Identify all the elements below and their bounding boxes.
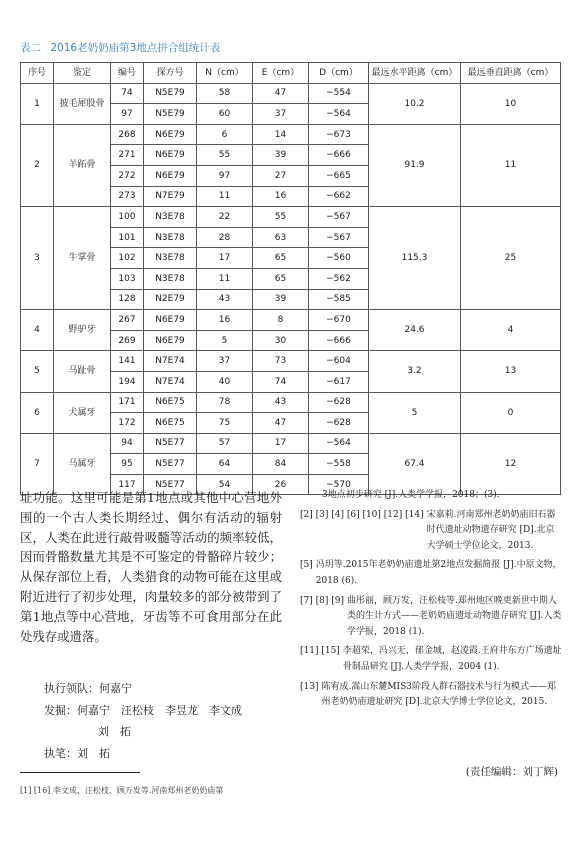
square-number-cell: N3E78: [144, 268, 197, 289]
max-horizontal-distance-cell: 3.2: [369, 351, 461, 392]
n-value-cell: 43: [197, 289, 253, 310]
e-value-cell: 47: [253, 413, 309, 434]
specimen-number-cell: 101: [111, 227, 144, 248]
e-value-cell: 26: [253, 474, 309, 495]
specimen-number-cell: 141: [111, 351, 144, 372]
reference-item: [300, 680, 562, 711]
d-value-cell: −670: [309, 310, 369, 331]
n-value-cell: 97: [197, 165, 253, 186]
table-caption: [20, 40, 226, 55]
reference-item: [300, 488, 562, 504]
group-number-cell: 2: [21, 124, 54, 206]
max-horizontal-distance-cell: 10.2: [369, 83, 461, 124]
e-value-cell: 74: [253, 371, 309, 392]
square-number-cell: N3E78: [144, 227, 197, 248]
d-value-cell: −564: [309, 104, 369, 125]
specimen-number-cell: 97: [111, 104, 144, 125]
max-horizontal-distance-cell: 67.4: [369, 433, 461, 495]
e-value-cell: 63: [253, 227, 309, 248]
reference-text: 宋嘉莉.河南郑州老奶奶庙旧石器时代遗址动物遗存研究 [D].北京大学硕士学位论文，2013.: [426, 509, 556, 551]
d-value-cell: −673: [309, 124, 369, 145]
table-row: [21, 124, 561, 145]
max-vertical-distance-cell: 0: [461, 392, 561, 433]
specimen-number-cell: 100: [111, 207, 144, 228]
d-value-cell: −604: [309, 351, 369, 372]
specimen-number-cell: 172: [111, 413, 144, 434]
header-cell: 序号: [21, 63, 54, 84]
specimen-number-cell: 171: [111, 392, 144, 413]
credits: [44, 678, 242, 764]
table-row: [21, 207, 561, 228]
group-number-cell: 1: [21, 83, 54, 124]
credit-writer: 执笔：刘 拓: [44, 746, 110, 760]
n-value-cell: 37: [197, 351, 253, 372]
e-value-cell: 65: [253, 268, 309, 289]
e-value-cell: 84: [253, 454, 309, 475]
identification-cell: 马趾骨: [54, 351, 111, 392]
n-value-cell: 28: [197, 227, 253, 248]
specimen-number-cell: 269: [111, 330, 144, 351]
credit-excavation-cont: 刘 拓: [98, 725, 131, 738]
e-value-cell: 65: [253, 248, 309, 269]
n-value-cell: 54: [197, 474, 253, 495]
reference-number: [5]: [300, 560, 313, 571]
n-value-cell: 75: [197, 413, 253, 434]
specimen-number-cell: 117: [111, 474, 144, 495]
e-value-cell: 37: [253, 104, 309, 125]
specimen-number-cell: 103: [111, 268, 144, 289]
responsible-editor: (责任编辑：刘丁辉): [465, 766, 558, 778]
e-value-cell: 39: [253, 289, 309, 310]
group-number-cell: 7: [21, 433, 54, 495]
specimen-number-cell: 268: [111, 124, 144, 145]
n-value-cell: 64: [197, 454, 253, 475]
n-value-cell: 17: [197, 248, 253, 269]
d-value-cell: −558: [309, 454, 369, 475]
reference-item: [300, 594, 562, 641]
header-cell: E（cm）: [253, 63, 309, 84]
n-value-cell: 40: [197, 371, 253, 392]
max-vertical-distance-cell: 11: [461, 124, 561, 206]
reference-number: [7] [8] [9]: [300, 595, 344, 606]
identification-cell: 披毛犀股骨: [54, 83, 111, 124]
specimen-number-cell: 95: [111, 454, 144, 475]
square-number-cell: N6E75: [144, 392, 197, 413]
d-value-cell: −554: [309, 83, 369, 104]
e-value-cell: 55: [253, 207, 309, 228]
d-value-cell: −567: [309, 227, 369, 248]
reference-item: [300, 644, 562, 675]
table-row: [21, 310, 561, 331]
max-horizontal-distance-cell: 115.3: [369, 207, 461, 310]
specimen-number-cell: 272: [111, 165, 144, 186]
specimen-number-cell: 271: [111, 145, 144, 166]
square-number-cell: N6E79: [144, 165, 197, 186]
square-number-cell: N6E79: [144, 330, 197, 351]
header-cell: 探方号: [144, 63, 197, 84]
reference-text: 3地点初步研究 [J].人类学学报，2018；(3).: [322, 490, 500, 500]
e-value-cell: 30: [253, 330, 309, 351]
reference-number: [13]: [300, 681, 319, 692]
table-header-row: [21, 63, 561, 84]
credit-excavation: 发掘：何嘉宁 汪松枝 李昱龙 李文成: [44, 703, 242, 717]
specimen-number-cell: 273: [111, 186, 144, 207]
max-vertical-distance-cell: 25: [461, 207, 561, 310]
header-cell: 编号: [111, 63, 144, 84]
n-value-cell: 60: [197, 104, 253, 125]
square-number-cell: N3E78: [144, 207, 197, 228]
max-vertical-distance-cell: 13: [461, 351, 561, 392]
square-number-cell: N5E77: [144, 474, 197, 495]
max-vertical-distance-cell: 10: [461, 83, 561, 124]
specimen-number-cell: 94: [111, 433, 144, 454]
max-vertical-distance-cell: 4: [461, 310, 561, 351]
header-cell: 最远水平距离（cm）: [369, 63, 461, 84]
square-number-cell: N5E77: [144, 454, 197, 475]
reference-list: [300, 488, 562, 715]
reference-item: [300, 508, 562, 555]
d-value-cell: −662: [309, 186, 369, 207]
n-value-cell: 57: [197, 433, 253, 454]
footnote-divider: [20, 772, 140, 773]
reference-text: 曲彤丽，顾万发，汪松枝等.郑州地区晚更新世中期人类的生计方式——老奶奶庙遗址动物遗存研究 [J].人类学学报，2018 (1).: [346, 595, 562, 637]
square-number-cell: N6E79: [144, 310, 197, 331]
max-horizontal-distance-cell: 91.9: [369, 124, 461, 206]
square-number-cell: N6E79: [144, 124, 197, 145]
square-number-cell: N7E74: [144, 371, 197, 392]
e-value-cell: 27: [253, 165, 309, 186]
d-value-cell: −564: [309, 433, 369, 454]
group-number-cell: 6: [21, 392, 54, 433]
n-value-cell: 16: [197, 310, 253, 331]
statistics-table: [20, 62, 561, 495]
n-value-cell: 6: [197, 124, 253, 145]
specimen-number-cell: 102: [111, 248, 144, 269]
table-row: [21, 351, 561, 372]
square-number-cell: N5E77: [144, 433, 197, 454]
body-paragraph: 址功能。这里可能是第1地点或其他中心营地外围的一个古人类长期经过、偶尔有活动的辐射区，人类在此进行敲骨吸髓等活动的频率较低，因而骨骼数量尤其是不可鉴定的骨骼碎片较少；从保存部位上看，人类猎食的动物可能在这里或附近进行了初步处理，肉量较多的部分被带到了第1地点等中心营地，牙齿等不可食用部分在此处残存或遗落。: [20, 490, 282, 644]
caption-label: 表二: [20, 42, 41, 54]
reference-text: 陈宥成.嵩山东麓MIS3阶段人群石器技术与行为模式——郑州老奶奶庙遗址研究 [D].北京大学博士学位论文，2015.: [321, 681, 557, 708]
footnote: [1] [16] 李文成、汪松枝、顾万发等.河南郑州老奶奶庙第: [20, 786, 224, 795]
table-row: [21, 392, 561, 413]
group-number-cell: 5: [21, 351, 54, 392]
header-cell: 最远垂直距离（cm）: [461, 63, 561, 84]
e-value-cell: 17: [253, 433, 309, 454]
specimen-number-cell: 194: [111, 371, 144, 392]
n-value-cell: 11: [197, 186, 253, 207]
header-cell: 鉴定: [54, 63, 111, 84]
specimen-number-cell: 74: [111, 83, 144, 104]
square-number-cell: N5E79: [144, 83, 197, 104]
header-cell: D（cm）: [309, 63, 369, 84]
n-value-cell: 78: [197, 392, 253, 413]
e-value-cell: 16: [253, 186, 309, 207]
reference-number: [2] [3] [4] [6] [10] [12] [14]: [300, 509, 424, 520]
square-number-cell: N6E75: [144, 413, 197, 434]
d-value-cell: −666: [309, 330, 369, 351]
d-value-cell: −585: [309, 289, 369, 310]
square-number-cell: N7E74: [144, 351, 197, 372]
e-value-cell: 73: [253, 351, 309, 372]
caption-title: 2016老奶奶庙第3地点拼合组统计表: [50, 42, 221, 54]
identification-cell: 野驴牙: [54, 310, 111, 351]
max-vertical-distance-cell: 12: [461, 433, 561, 495]
reference-item: [300, 558, 562, 589]
e-value-cell: 8: [253, 310, 309, 331]
square-number-cell: N2E79: [144, 289, 197, 310]
n-value-cell: 55: [197, 145, 253, 166]
d-value-cell: −570: [309, 474, 369, 495]
identification-cell: 马属牙: [54, 433, 111, 495]
d-value-cell: −628: [309, 413, 369, 434]
square-number-cell: N7E79: [144, 186, 197, 207]
d-value-cell: −617: [309, 371, 369, 392]
max-horizontal-distance-cell: 5: [369, 392, 461, 433]
table-body: [21, 83, 561, 495]
identification-cell: 犬属牙: [54, 392, 111, 433]
identification-cell: 牛掌骨: [54, 207, 111, 310]
e-value-cell: 39: [253, 145, 309, 166]
square-number-cell: N6E79: [144, 145, 197, 166]
credit-leader: 执行领队：何嘉宁: [44, 682, 132, 695]
reference-text: 李超荣，冯兴无，郁金城，赵凌霞.王府井东方广场遗址骨制品研究 [J].人类学学报，2004 (1).: [342, 646, 562, 672]
d-value-cell: −567: [309, 207, 369, 228]
n-value-cell: 5: [197, 330, 253, 351]
n-value-cell: 58: [197, 83, 253, 104]
table-row: [21, 83, 561, 104]
n-value-cell: 11: [197, 268, 253, 289]
d-value-cell: −560: [309, 248, 369, 269]
specimen-number-cell: 128: [111, 289, 144, 310]
header-cell: N（cm）: [197, 63, 253, 84]
d-value-cell: −665: [309, 165, 369, 186]
d-value-cell: −628: [309, 392, 369, 413]
square-number-cell: N3E78: [144, 248, 197, 269]
specimen-number-cell: 267: [111, 310, 144, 331]
d-value-cell: −666: [309, 145, 369, 166]
table-row: [21, 433, 561, 454]
n-value-cell: 22: [197, 207, 253, 228]
max-horizontal-distance-cell: 24.6: [369, 310, 461, 351]
group-number-cell: 4: [21, 310, 54, 351]
identification-cell: 羊跖骨: [54, 124, 111, 206]
reference-number: [11] [15]: [300, 646, 340, 657]
square-number-cell: N5E79: [144, 104, 197, 125]
d-value-cell: −562: [309, 268, 369, 289]
group-number-cell: 3: [21, 207, 54, 310]
e-value-cell: 47: [253, 83, 309, 104]
e-value-cell: 43: [253, 392, 309, 413]
e-value-cell: 14: [253, 124, 309, 145]
body-text: [20, 488, 282, 646]
reference-text: 冯玥等.2015年老奶奶庙遗址第2地点发掘简报 [J].中原文物，2018 (6).: [315, 560, 562, 586]
